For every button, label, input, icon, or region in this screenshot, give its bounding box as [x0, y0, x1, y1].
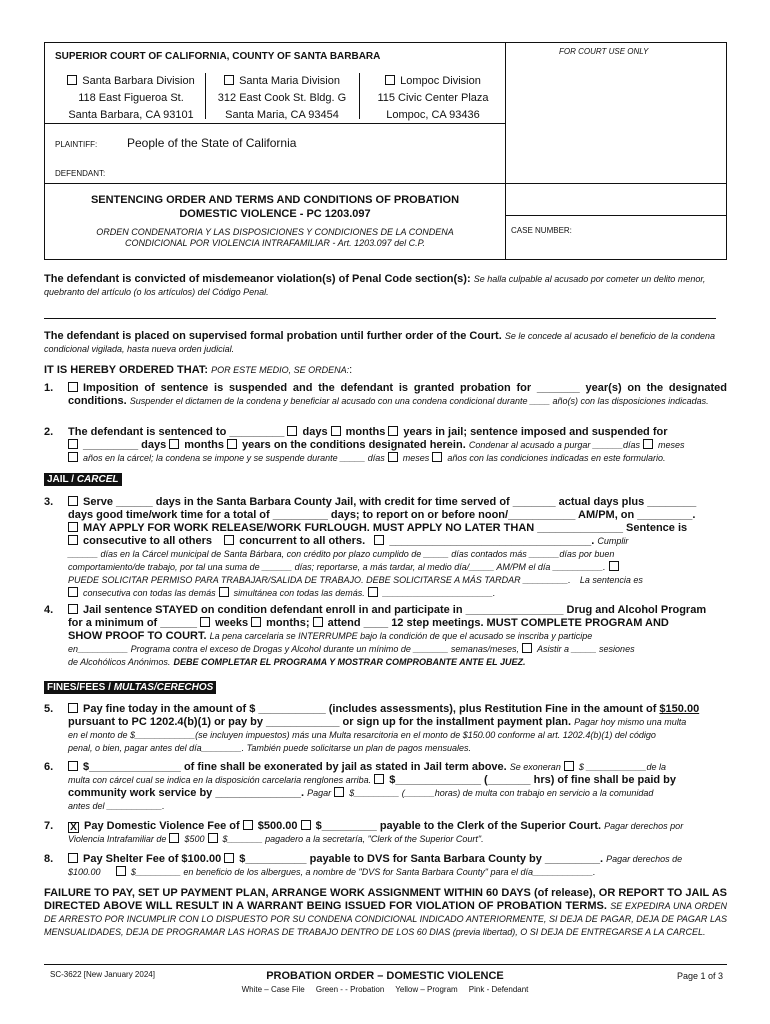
item-5-line: Pay fine today in the amount of $ ___________ (includes assessments), plus Restitution Fine in the amount of [83, 703, 657, 715]
other-checkbox[interactable] [374, 535, 384, 545]
division-divider [205, 73, 206, 119]
copy-distribution: White – Case File Green - - Probation Yellow – Program Pink - Defendant [241, 985, 529, 994]
dv-500-es-checkbox[interactable] [169, 833, 179, 843]
shelter-other-es-checkbox[interactable] [116, 866, 126, 876]
order-title-line: DOMESTIC VIOLENCE - PC 1203.097 [179, 208, 371, 220]
item-6-es: Pagar [307, 788, 332, 798]
anos-checkbox[interactable] [68, 452, 78, 462]
item-number: 3. [44, 496, 54, 508]
months-label: months; [266, 617, 310, 629]
case-number-label: CASE NUMBER: [511, 226, 572, 235]
item-4-checkbox[interactable] [68, 604, 78, 614]
item-number: 4. [44, 604, 54, 616]
suspended-years-checkbox[interactable] [227, 439, 237, 449]
item-3-line: Serve ______ days in the Santa Barbara County Jail, with credit for time served of _______ actual days plus ________ [83, 496, 697, 508]
item-8-es: Pagar derechos de [606, 854, 683, 864]
form-id: SC-3622 [New January 2024] [50, 970, 155, 979]
consecutive-label: consecutive to all others [83, 535, 212, 547]
item-5-es: en el monto de $____________(se incluyen impuestos) más una Multa resarcitoria en el monto de $150.00 conforme al art. 1202.4(b)(1) del código [68, 730, 656, 740]
item-2 [68, 426, 727, 465]
other-blank: _________________________________. [389, 535, 595, 547]
dv-other-checkbox[interactable] [301, 820, 311, 830]
jail-section-tag [44, 473, 122, 486]
asistir-checkbox[interactable] [522, 643, 532, 653]
anos-checkbox[interactable] [432, 452, 442, 462]
footer-title: PROBATION ORDER – DOMESTIC VIOLENCE [266, 970, 504, 982]
item-5-es: Pagar hoy mismo una multa [574, 717, 687, 727]
item-3-es: Cumplir [597, 536, 629, 546]
item-8-es: $_________ en beneficio de los albergues, a nombre de "DVS for Santa Barbara County" para el día____________. [130, 867, 596, 877]
item-number: 5. [44, 703, 54, 715]
warning-text: FAILURE TO PAY, SET UP PAYMENT PLAN, ARRANGE WORK ASSIGNMENT WITHIN 60 DAYS (of release), OR REPORT TO JAIL AS DIRECTED ABOVE WILL RESULT IN A WARRANT BEING ISSUED FOR VIOLATION OF PROBATION TERMS. [44, 887, 727, 912]
conviction-text: The defendant is convicted of misdemeanor violation(s) of Penal Code section(s): [44, 273, 471, 285]
item-4-line: SHOW PROOF TO COURT. [68, 630, 207, 642]
item-4-es: DEBE COMPLETAR EL PROGRAMA Y MOSTRAR COMPROBANTE ANTE EL JUEZ. [173, 657, 526, 667]
item-number: 7. [44, 820, 54, 832]
suspended-years: years on the conditions designated herein. [242, 439, 466, 451]
jail-tag-es: CARCEL [76, 474, 119, 485]
division-address: 118 East Figueroa St. [78, 92, 184, 104]
item-1 [68, 382, 727, 408]
warning-text-es: SE EXPEDIRA UNA ORDEN DE ARRESTO POR INCUMPLIR CON LO DISPUESTO POR SU CONDENA CONDICIONAL INDICADO ANTERIORMENTE, SI DEJA DE PAGAR, DEJA DE PAGAR LAS MENSUALIDADES, DEJA DE PROGRAMAR LAS HORAS DE TRABAJO DENTRO DE LOS 60 DIAS (previa libertad), O SI DEJA DE ENTREGARSE A LA CARCEL. [44, 901, 727, 937]
item-6-line: $______________ (_______ hrs) of fine shall be paid by [389, 774, 677, 786]
dv-other-es-checkbox[interactable] [208, 833, 218, 843]
item-7-es: Violencia Intrafamiliar de [68, 834, 167, 844]
division-checkbox[interactable] [67, 75, 77, 85]
suspended-days: _________ days [83, 439, 167, 451]
community-service-checkbox[interactable] [374, 774, 384, 784]
item-3-es: ______________________. [382, 588, 496, 598]
defendant-bottom-line [45, 183, 727, 184]
footer-rule [44, 964, 727, 965]
division-name: Santa Barbara Division [82, 75, 195, 87]
item-7-es: $500 [184, 834, 205, 844]
division-checkbox[interactable] [385, 75, 395, 85]
item-8-line: Pay Shelter Fee of $100.00 [83, 853, 222, 865]
defendant-label: DEFENDANT: [55, 169, 106, 178]
days-label: days [302, 426, 328, 438]
conviction-text-es: Se halla culpable al acusado por cometer un delito menor, quebranto del artículo (o los artículos) del Código Penal. [44, 274, 706, 297]
caption-box [44, 42, 727, 260]
ordered-text-es: POR ESTE MEDIO, SE ORDENA: [211, 365, 350, 375]
court-use-divider [505, 43, 506, 259]
item-4-es: en__________ Programa contra el exceso de Drogas y Alcohol durante un mínimo de _______ semanas/meses, [68, 644, 519, 654]
item-4-es: La pena carcelaria se INTERRUMPE bajo la condición de que el acusado se inscriba y participe [209, 631, 593, 641]
division-name: Lompoc Division [400, 75, 481, 87]
item-3-checkbox[interactable] [68, 496, 78, 506]
page-number: Page 1 of 3 [677, 971, 724, 981]
item-3 [68, 496, 727, 600]
otra-checkbox[interactable] [368, 587, 378, 597]
item-3-es: simultánea con todas las demás. [233, 588, 365, 598]
item-6 [68, 761, 727, 813]
item-number: 8. [44, 853, 54, 865]
item-3-es: consecutiva con todas las demás [83, 588, 216, 598]
dv-fee-amount: $500.00 [257, 820, 298, 832]
item-6-es: $ ____________de la [578, 762, 666, 772]
division-checkbox[interactable] [224, 75, 234, 85]
order-title [45, 193, 505, 221]
item-number: 6. [44, 761, 54, 773]
item-8-es: $100.00 [68, 867, 101, 877]
court-use-label: FOR COURT USE ONLY [559, 47, 649, 56]
division-city: Santa Barbara, CA 93101 [68, 109, 194, 121]
suspended-months-checkbox[interactable] [169, 439, 179, 449]
item-6-checkbox[interactable] [68, 761, 78, 771]
concurrent-checkbox[interactable] [224, 535, 234, 545]
permiso-checkbox[interactable] [609, 561, 619, 571]
court-title: SUPERIOR COURT OF CALIFORNIA, COUNTY OF SANTA BARBARA [55, 51, 381, 62]
item-2-es-3: meses [402, 453, 430, 463]
item-2-es-4: años con las condiciones indicadas en este formulario. [447, 453, 666, 463]
item-6-es: Se exoneran [509, 762, 561, 772]
case-number-top-line [505, 215, 727, 216]
meses-checkbox[interactable] [388, 452, 398, 462]
consecutive-checkbox[interactable] [68, 535, 78, 545]
item-2-es: Condenar al acusado a purgar ______días [468, 440, 640, 450]
item-1-text: Imposition of sentence is suspended and the defendant is granted probation for _______ year(s) on the designated conditions. [68, 382, 727, 407]
meses-checkbox[interactable] [643, 439, 653, 449]
item-8-checkbox[interactable] [68, 853, 78, 863]
plaintiff-value: People of the State of California [127, 136, 297, 150]
item-6-line: $_______________ of fine shall be exonerated by jail as stated in Jail term above. [83, 761, 507, 773]
restitution-amount: $150.00 [659, 703, 700, 715]
item-4-line: for a minimum of ______ [68, 617, 197, 629]
item-4-es: de Alcohólicos Anónimos. [68, 657, 171, 667]
item-4-line: attend ____ 12 step meetings. MUST COMPLETE PROGRAM AND [327, 617, 669, 629]
item-8 [68, 853, 727, 879]
item-7-checkbox-checked[interactable]: X [68, 822, 79, 833]
order-title-line: SENTENCING ORDER AND TERMS AND CONDITIONS OF PROBATION [90, 194, 460, 206]
weeks-label: weeks [215, 617, 249, 629]
work-release-checkbox[interactable] [68, 522, 78, 532]
division-divider [359, 73, 360, 119]
item-5 [68, 703, 727, 755]
item-number: 1. [44, 382, 54, 394]
consecutiva-checkbox[interactable] [68, 587, 78, 597]
simultanea-checkbox[interactable] [219, 587, 229, 597]
jail-tag-en: JAIL / [47, 474, 77, 485]
item-1-checkbox[interactable] [68, 382, 78, 392]
item-7 [68, 820, 727, 846]
item-1-text-es: Suspender el dictamen de la condena y beneficiar al acusado con una condena condicional durante ____ año(s) con las disposiciones indicadas. [129, 396, 709, 406]
concurrent-label: concurrent to all others. [239, 535, 366, 547]
item-8-line: $__________ payable to DVS for Santa Barbara County by _________. [239, 853, 604, 865]
days-checkbox[interactable] [287, 426, 297, 436]
item-5-checkbox[interactable] [68, 703, 78, 713]
order-title-es-line: CONDICIONAL POR VIOLENCIA INTRAFAMILIAR - Art. 1203.097 del C.P. [125, 238, 425, 248]
exoneran-checkbox[interactable] [564, 761, 574, 771]
division-santa-barbara [59, 73, 203, 124]
item-6-es: $_________ (______horas) de multa con trabajo en servicio a la comunidad [349, 788, 654, 798]
months-checkbox[interactable] [331, 426, 341, 436]
item-5-es: penal, o bien, pagar antes del día________. También puede solicitarse un plan de pagos mensuales. [68, 743, 471, 753]
item-4-es: Asistir a _____ sesiones [537, 644, 635, 654]
item-2-text: The defendant is sentenced to _________ [68, 426, 285, 438]
item-2-es-meses: meses [658, 440, 685, 450]
item-4-line: Jail sentence STAYED on condition defendant enroll in and participate in ________________ Drug and Alcohol Program [83, 604, 707, 616]
ordered-text: IT IS HEREBY ORDERED THAT: [44, 364, 208, 376]
item-2-es-2: años en la cárcel; la condena se impone y se suspende durante _____ días [83, 453, 385, 463]
item-6-line: community work service by ______________. [68, 787, 305, 799]
attend-checkbox[interactable] [313, 617, 323, 627]
division-santa-maria [209, 73, 355, 124]
item-7-es: Pagar derechos por [604, 821, 684, 831]
ordered-heading: IT IS HEREBY ORDERED THAT: POR ESTE MEDIO, SE ORDENA:: [44, 364, 353, 376]
warning-paragraph [44, 887, 727, 939]
item-3-es: La sentencia es [579, 575, 643, 585]
years-label: years in jail; sentence imposed and suspended for [403, 426, 668, 438]
plaintiff-label: PLAINTIFF: [55, 140, 98, 149]
fines-tag-es: MULTAS/CERECHOS [113, 682, 214, 693]
penal-code-line[interactable] [44, 318, 716, 319]
item-7-line: Pay Domestic Violence Fee of [84, 820, 240, 832]
years-checkbox[interactable] [388, 426, 398, 436]
order-title-es-line: ORDEN CONDENATORIA Y LAS DISPOSICIONES Y CONDICIONES DE LA CONDENA [96, 227, 454, 237]
item-5-line: pursuant to PC 1202.4(b)(1) or pay by ____________ or sign up for the installment payment plan. [68, 716, 572, 728]
suspended-months: months [184, 439, 224, 451]
probation-text-es: Se le concede al acusado el beneficio de la condena condicional vigilada, hasta nueva orden judicial. [44, 331, 715, 354]
item-3-es: ______ días en la Cárcel municipal de Santa Bárbara, con crédito por plazo cumplido de _____ días contados más ______días por buen [68, 549, 615, 559]
item-number: 2. [44, 426, 54, 438]
division-address: 115 Civic Center Plaza [377, 92, 489, 104]
item-3-es: comportamiento/de trabajo, por tal una suma de ______ días; reportarse, a más tardar, al medio día/_____ AM/PM el día __________. [68, 562, 606, 572]
item-3-line: MAY APPLY FOR WORK RELEASE/WORK FURLOUGH. MUST APPLY NO LATER THAN ______________ Sentence is [83, 522, 688, 534]
division-name: Santa Maria Division [239, 75, 340, 87]
months-label: months [345, 426, 386, 438]
item-3-line: days good time/work time for a total of _________ days; to report on or before noon/___________ AM/PM, on _________. [68, 509, 696, 521]
item-4 [68, 604, 727, 669]
division-address: 312 East Cook St. Bldg. G [217, 92, 347, 104]
item-6-es: multa con cárcel cual se indica en la disposición carcelaria renglones arriba. [68, 775, 372, 785]
fines-tag-en: FINES/FEES / [47, 682, 114, 693]
dv-500-checkbox[interactable] [243, 820, 253, 830]
item-3-es: PUEDE SOLICITAR PERMISO PARA TRABAJAR/SALIDA DE TRABAJO. DEBE SOLICITARSE A MÁS TARDAR _________. [68, 575, 571, 585]
weeks-checkbox[interactable] [200, 617, 210, 627]
division-city: Santa Maria, CA 93454 [225, 109, 339, 121]
pagar-checkbox[interactable] [334, 787, 344, 797]
months-checkbox[interactable] [251, 617, 261, 627]
item-7-line: $_________ payable to the Clerk of the Superior Court. [315, 820, 602, 832]
suspended-checkbox[interactable] [68, 439, 78, 449]
division-city: Lompoc, CA 93436 [386, 109, 480, 121]
item-7-es: $_______ pagadero a la secretaría, "Clerk of the Superior Court". [222, 834, 484, 844]
shelter-other-checkbox[interactable] [224, 853, 234, 863]
item-6-es: antes del ___________. [68, 801, 165, 811]
conviction-paragraph [44, 273, 727, 299]
division-lompoc [363, 73, 503, 124]
fines-section-tag [44, 681, 216, 694]
probation-paragraph [44, 330, 727, 356]
probation-text: The defendant is placed on supervised formal probation until further order of the Court. [44, 330, 502, 342]
order-title-spanish [45, 227, 505, 249]
